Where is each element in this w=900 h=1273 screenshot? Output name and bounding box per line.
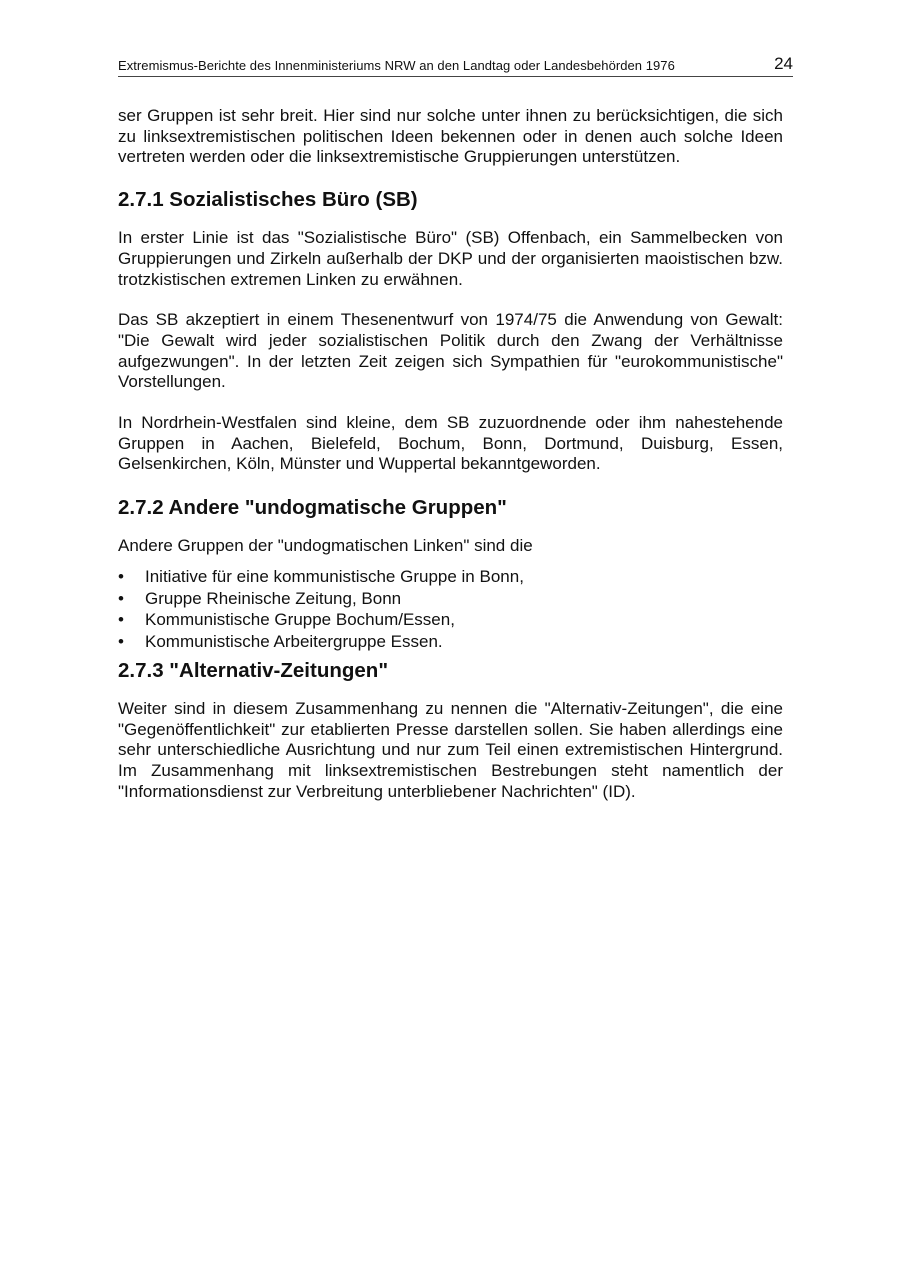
section-alternativ-zeitungen xyxy=(118,658,783,803)
intro-paragraph: ser Gruppen ist sehr breit. Hier sind nur solche unter ihnen zu berücksichtigen, die sich zu linksextremistischen politischen Ideen bekennen oder in denen auch solche Ideen vertreten werden oder die linksextremistische Gruppierungen unterstützen. xyxy=(118,106,783,167)
list-item-text: Initiative für eine kommunistische Gruppe in Bonn, xyxy=(145,566,524,586)
section-sozialistisches-buero xyxy=(118,187,783,475)
section-heading-2-7-2: 2.7.2 Andere "undogmatische Gruppen" xyxy=(118,496,507,520)
paragraph-list-lead: Andere Gruppen der "undogmatischen Linken" sind die xyxy=(118,536,533,556)
list-item-text: Gruppe Rheinische Zeitung, Bonn xyxy=(145,588,402,608)
paragraph-sb-nrw-groups: In Nordrhein-Westfalen sind kleine, dem SB zuzuordnende oder ihm nahestehende Gruppen in Aachen, Bielefeld, Bochum, Bonn, Dortmund, Duisburg, Essen, Gelsenkirchen, Köln, Münster und Wuppertal bekanntgeworden. xyxy=(118,413,783,474)
list-item xyxy=(118,609,783,631)
section-heading-2-7-3: 2.7.3 "Alternativ-Zeitungen" xyxy=(118,659,389,683)
section-undogmatische-gruppen xyxy=(118,495,783,653)
list-item-text: Kommunistische Gruppe Bochum/Essen, xyxy=(145,610,455,630)
bullet-icon: • xyxy=(118,632,124,652)
section-heading-2-7-1: 2.7.1 Sozialistisches Büro (SB) xyxy=(118,188,418,212)
bullet-icon: • xyxy=(118,610,124,630)
paragraph-alternativ-zeitungen: Weiter sind in diesem Zusammenhang zu nennen die "Alternativ-Zeitungen", die eine "Gegenöffentlichkeit" zur etablierten Presse darstellen sollen. Sie haben allerdings eine sehr unterschiedliche Ausrichtung und nur zum Teil einen extremistischen Hintergrund. Im Zusammenhang mit linksextremistischen Bestrebungen steht namentlich der "Informationsdienst zur Verbreitung unterbliebener Nachrichten" (ID). xyxy=(118,699,783,801)
document-body xyxy=(118,106,783,823)
header-title: Extremismus-Berichte des Innenministeriums NRW an den Landtag oder Landesbehörden 1976 xyxy=(118,58,675,73)
list-item xyxy=(118,631,783,653)
bullet-icon: • xyxy=(118,566,124,586)
paragraph-sb-overview: In erster Linie ist das "Sozialistische Büro" (SB) Offenbach, ein Sammelbecken von Gruppierungen und Zirkeln außerhalb der DKP und der organisierten maoistischen bzw. trotzkistischen extremen Linken zu erwähnen. xyxy=(118,228,783,289)
list-item-text: Kommunistische Arbeitergruppe Essen. xyxy=(145,632,443,652)
paragraph-sb-thesis: Das SB akzeptiert in einem Thesenentwurf von 1974/75 die Anwendung von Gewalt: "Die Gewalt wird jeder sozialistischen Politik durch den Zwang der Verhältnisse aufgezwungen". In der letzten Zeit zeigen sich Sympathien für "eurokommunistische" Vorstellungen. xyxy=(118,310,783,392)
group-list xyxy=(118,566,783,653)
running-header xyxy=(118,50,793,77)
bullet-icon: • xyxy=(118,588,124,608)
list-item xyxy=(118,566,783,588)
list-item xyxy=(118,588,783,610)
page-number: 24 xyxy=(774,54,793,73)
